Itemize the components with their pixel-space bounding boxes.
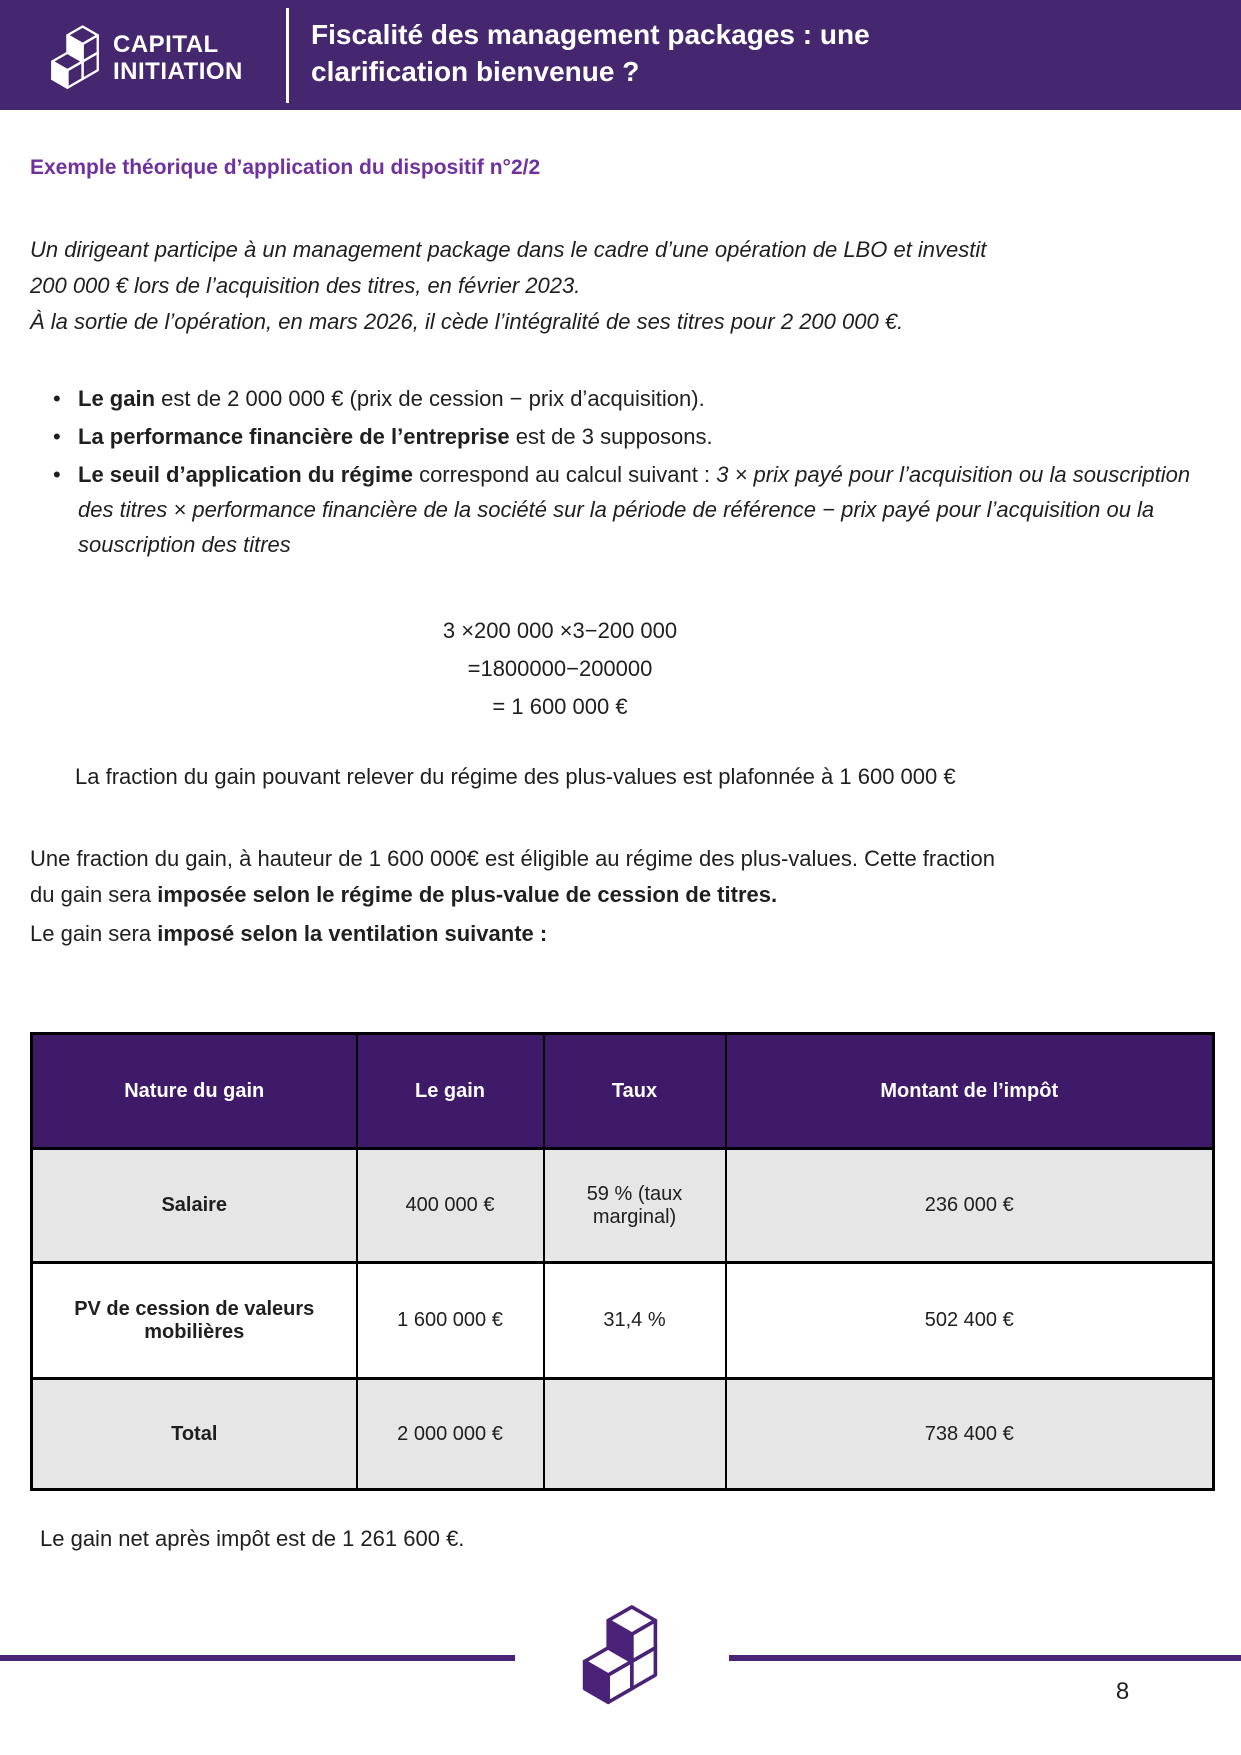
table-header-cell: Taux [544, 1034, 726, 1149]
page-title [311, 16, 1211, 90]
brand-name-line2: INITIATION [113, 58, 243, 85]
table-cell [544, 1379, 726, 1490]
table-header-row [32, 1034, 1214, 1149]
formula-line: = 1 600 000 € [492, 694, 628, 719]
table-cell: 400 000 € [357, 1149, 544, 1263]
table-header-cell: Nature du gain [32, 1034, 357, 1149]
cap-note: La fraction du gain pouvant relever du régime des plus-values est plafonnée à 1 600 000 € [75, 764, 956, 789]
ventilation-bold: imposé selon la ventilation suivante : [157, 921, 548, 946]
table-row [32, 1263, 1214, 1379]
fraction-line1: Une fraction du gain, à hauteur de 1 600 000€ est éligible au régime des plus-values. Cette fraction [30, 846, 995, 871]
intro-line: Un dirigeant participe à un management package dans le cadre d’une opération de LBO et investit [30, 237, 987, 262]
table-cell: Salaire [32, 1149, 357, 1263]
section-heading: Exemple théorique d’application du dispositif n°2/2 [30, 156, 541, 179]
ventilation-text: Le gain sera [30, 921, 158, 946]
brand-name [113, 31, 243, 85]
bullet-list [30, 381, 1215, 565]
intro-paragraph [30, 232, 1215, 340]
fraction-paragraph [30, 841, 1215, 952]
header-divider [286, 8, 289, 103]
brand-name-line1: CAPITAL [113, 31, 219, 58]
bullet-text [78, 381, 1215, 416]
table-cell: 2 000 000 € [357, 1379, 544, 1490]
table-cell: PV de cession de valeurs mobilières [32, 1263, 357, 1379]
page-title-line2: clarification bienvenue ? [311, 56, 640, 87]
table-cell: 502 400 € [726, 1263, 1214, 1379]
bullet-italic-formula: 3 × prix payé pour l’acquisition ou la souscription des titres × performance financière de la société sur la période de référence − prix payé pour l’acquisition ou la souscription des titres [78, 462, 1191, 557]
ventilation-line [30, 916, 1215, 952]
bullet-item [30, 457, 1215, 562]
bullet-rest: est de 3 supposons. [509, 424, 713, 449]
formula-line: =1800000−200000 [467, 656, 653, 681]
bullet-marker-icon: • [53, 424, 61, 449]
table-cell: Total [32, 1379, 357, 1490]
footer-cube-icon [561, 1601, 679, 1711]
footer-divider-left [0, 1655, 515, 1661]
brand-cube-icon [37, 23, 113, 93]
bullet-bold: Le gain [78, 386, 156, 411]
table-cell: 236 000 € [726, 1149, 1214, 1263]
formula-block [30, 612, 1090, 726]
header-bar [0, 0, 1241, 110]
table-row [32, 1149, 1214, 1263]
page-title-line1: Fiscalité des management packages : une [311, 19, 870, 50]
intro-line: À la sortie de l’opération, en mars 2026, il cède l’intégralité de ses titres pour 2 200 000 €. [30, 309, 904, 334]
tax-table [30, 1032, 1215, 1491]
bullet-item [30, 381, 1215, 416]
fraction-line2-text: du gain sera [30, 882, 158, 907]
bullet-bold: Le seuil d’application du régime [78, 462, 413, 487]
fraction-line2 [30, 877, 1215, 913]
bullet-text [78, 457, 1215, 562]
bullet-marker-icon: • [53, 462, 61, 487]
table-cell: 1 600 000 € [357, 1263, 544, 1379]
footer-divider-right [729, 1655, 1241, 1661]
net-gain-note: Le gain net après impôt est de 1 261 600 €. [40, 1526, 465, 1551]
table-header-cell: Montant de l’impôt [726, 1034, 1214, 1149]
bullet-rest: correspond au calcul suivant : [412, 462, 717, 487]
bullet-item [30, 419, 1215, 454]
table-cell: 738 400 € [726, 1379, 1214, 1490]
bullet-rest: est de 2 000 000 € (prix de cession − prix d’acquisition). [155, 386, 705, 411]
bullet-marker-icon: • [53, 386, 61, 411]
table-cell: 31,4 % [544, 1263, 726, 1379]
formula-line: 3 ×200 000 ×3−200 000 [442, 618, 678, 643]
table-header-cell: Le gain [357, 1034, 544, 1149]
intro-line: 200 000 € lors de l’acquisition des titres, en février 2023. [30, 273, 581, 298]
fraction-line2-bold: imposée selon le régime de plus-value de cession de titres. [157, 882, 778, 907]
table-cell: 59 % (taux marginal) [544, 1149, 726, 1263]
bullet-bold: La performance financière de l’entreprise [78, 424, 510, 449]
table-row [32, 1379, 1214, 1490]
bullet-text [78, 419, 1215, 454]
page-number: 8 [1115, 1678, 1130, 1705]
